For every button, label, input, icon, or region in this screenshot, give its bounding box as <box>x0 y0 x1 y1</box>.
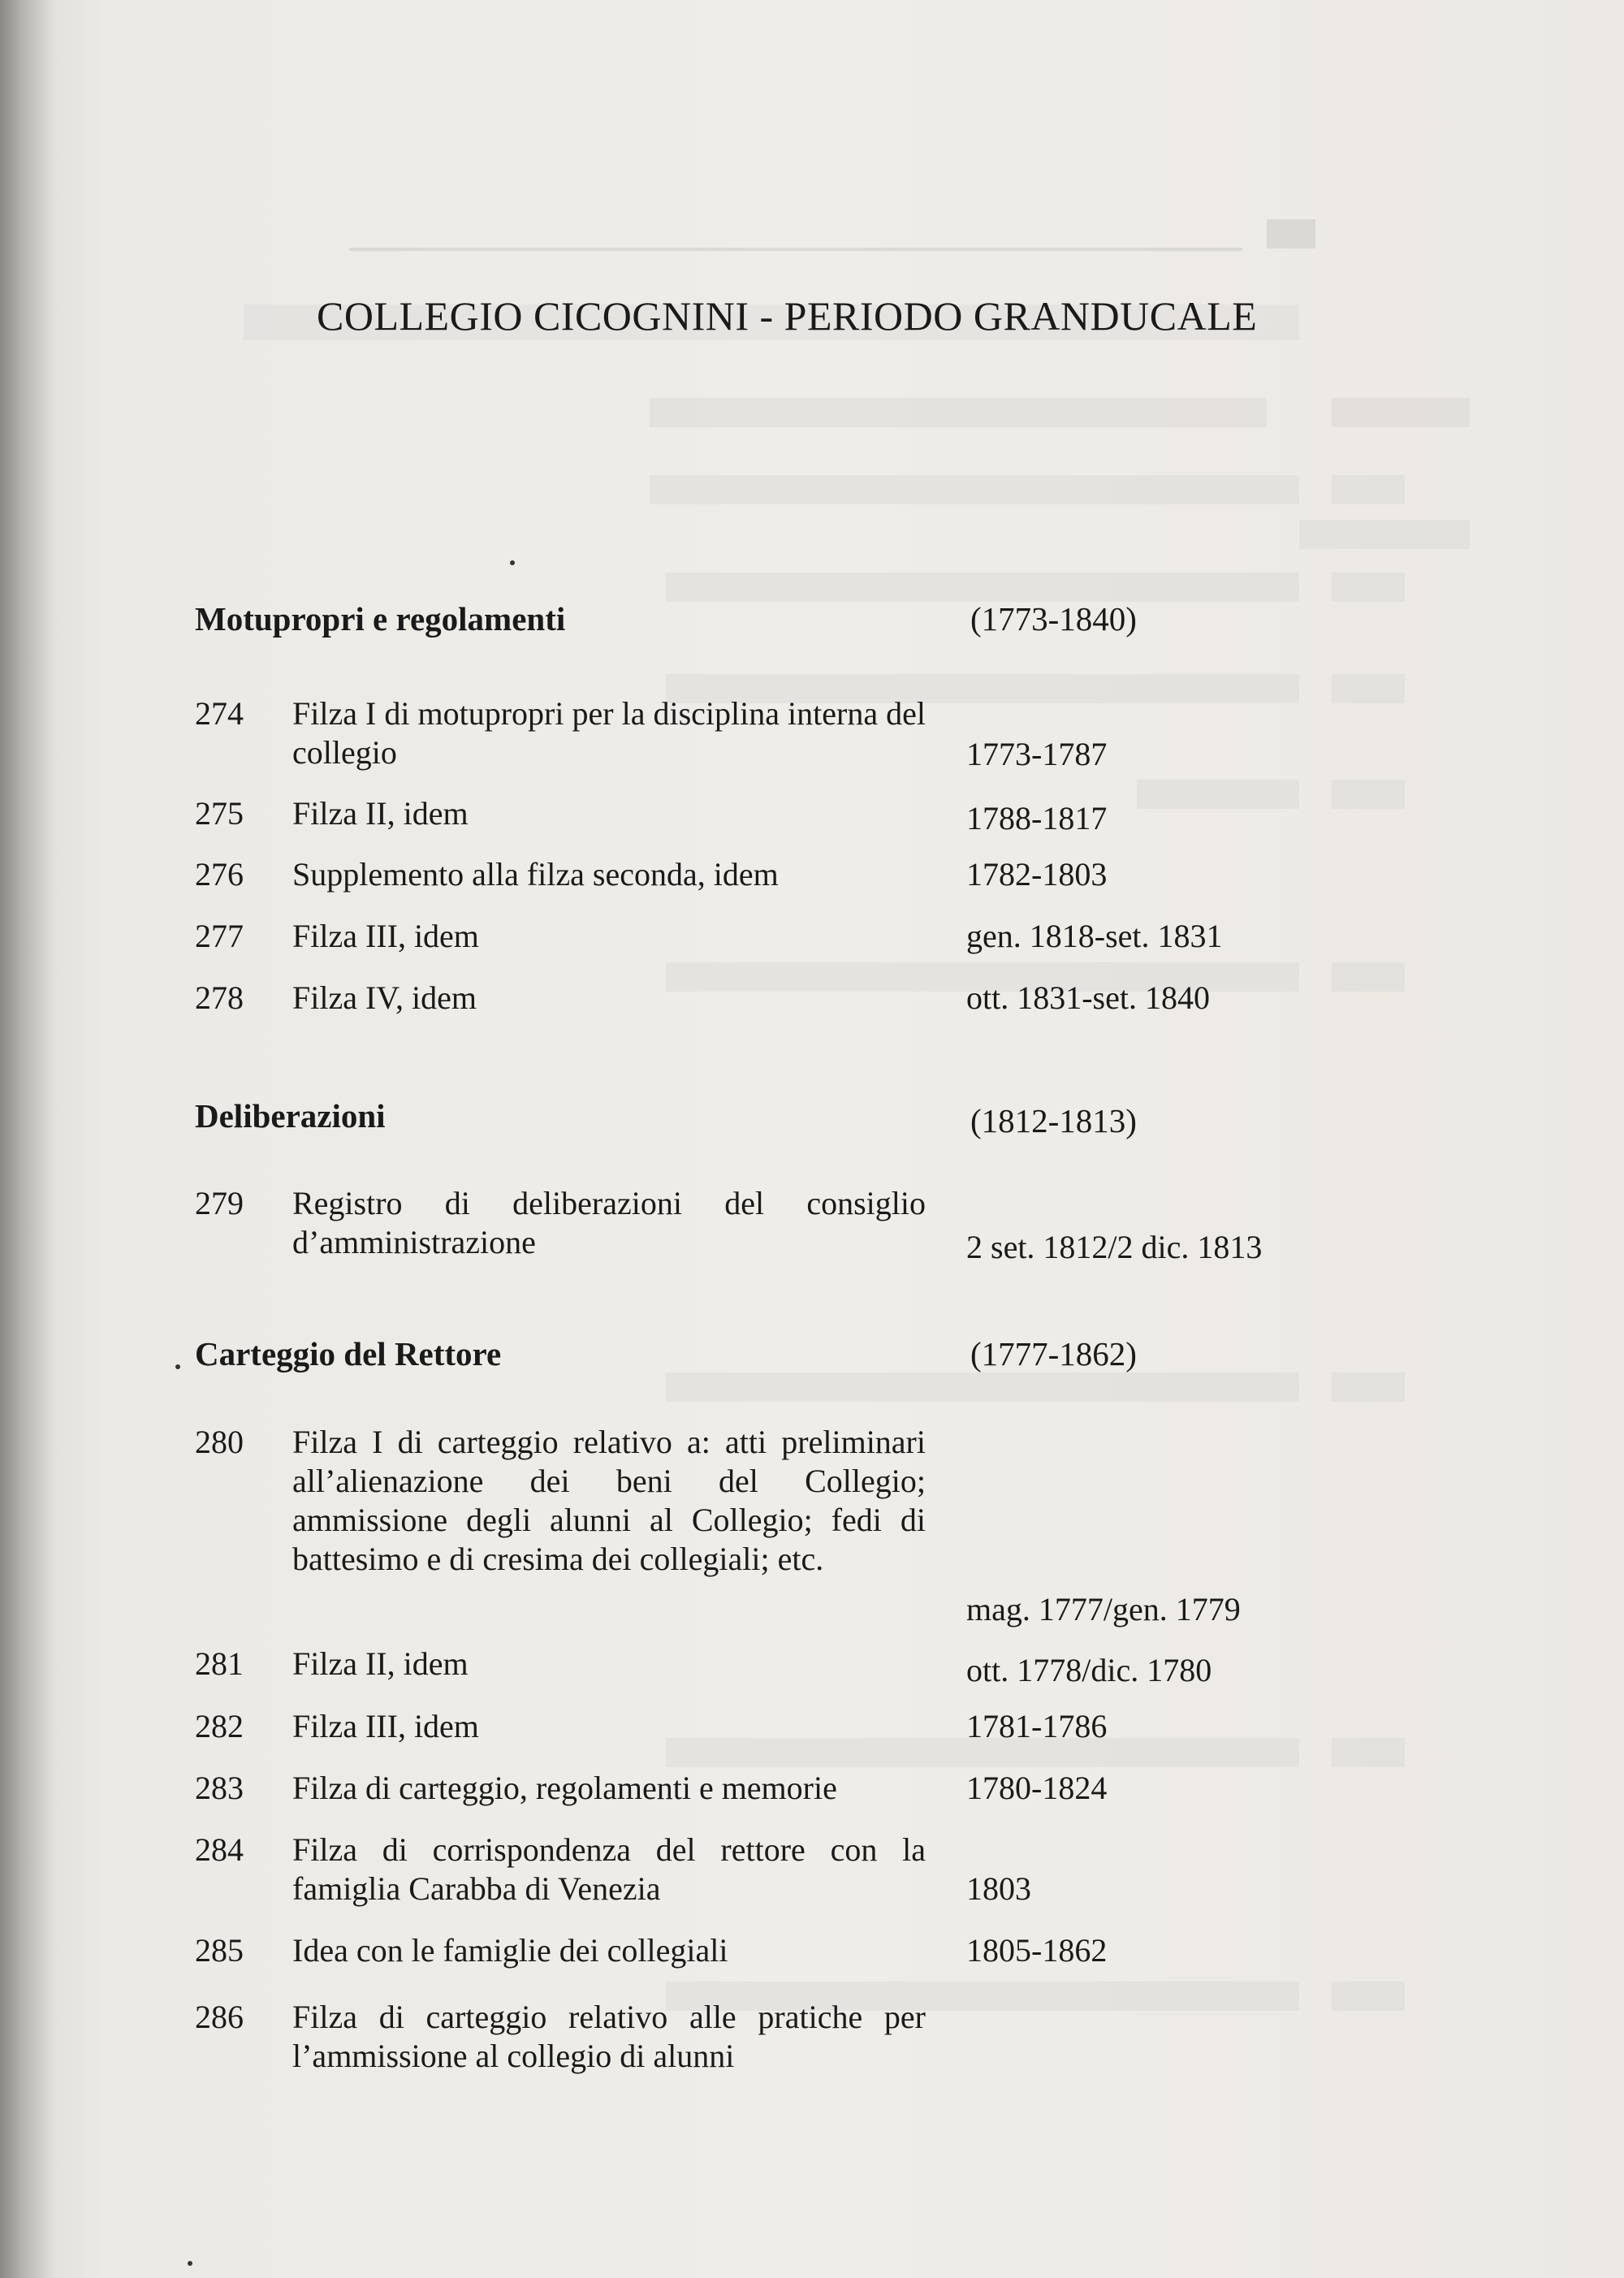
entry-number: 281 <box>195 1645 244 1682</box>
entry-date: 1803 <box>966 1870 1031 1907</box>
page-title: COLLEGIO CICOGNINI - PERIODO GRANDUCALE <box>317 293 1258 339</box>
entry-date: gen. 1818-set. 1831 <box>966 918 1223 954</box>
section-dates: (1773-1840) <box>970 600 1137 638</box>
entry-description: Filza di carteggio relativo alle pratiche per l’ammissione al collegio di alunni <box>292 1999 926 2074</box>
entry-date: 1805-1862 <box>966 1932 1108 1969</box>
entry-description: Filza III, idem <box>292 1708 479 1744</box>
entry-date: 1780-1824 <box>966 1770 1108 1806</box>
gutter-shadow <box>0 0 57 2278</box>
section-heading <box>195 599 1380 638</box>
section-heading <box>195 1334 1380 1373</box>
entry-description: Filza II, idem <box>292 1645 469 1682</box>
entry-number: 285 <box>195 1932 244 1969</box>
entry-date: 1782-1803 <box>966 856 1108 893</box>
entry-date: 1781-1786 <box>966 1708 1108 1744</box>
entry-date: 1773-1787 <box>966 736 1108 772</box>
entry-number: 280 <box>195 1424 244 1460</box>
entry-description: Filza di carteggio, regolamenti e memorie <box>292 1770 837 1806</box>
entry-date: mag. 1777/gen. 1779 <box>966 1591 1241 1627</box>
entry-date: 2 set. 1812/2 dic. 1813 <box>966 1229 1263 1265</box>
entry-description: Filza I di motupropri per la disciplina interna del collegio <box>292 695 926 771</box>
entry-number: 284 <box>195 1831 244 1868</box>
entry-description: Filza di corrispondenza del rettore con la famiglia Carabba di Venezia <box>292 1831 926 1907</box>
entry-number: 286 <box>195 1999 244 2035</box>
entry-description: Filza I di carteggio relativo a: atti preliminari all’alienazione dei beni del Collegio; ammissione degli alunni al Collegio; fedi di battesimo e di cresima dei collegiali; etc. <box>292 1424 926 1577</box>
entry-description: Supplemento alla filza seconda, idem <box>292 856 779 893</box>
entry-number: 274 <box>195 695 244 732</box>
section-title: Deliberazioni <box>195 1097 386 1135</box>
section-heading <box>195 1096 1380 1139</box>
entry-number: 275 <box>195 795 244 832</box>
entry-date: ott. 1778/dic. 1780 <box>966 1652 1212 1688</box>
entry-number: 283 <box>195 1770 244 1806</box>
entry-number: 282 <box>195 1708 244 1744</box>
section-dates: (1812-1813) <box>970 1102 1137 1139</box>
section-title: Carteggio del Rettore <box>195 1335 502 1372</box>
entry-description: Filza II, idem <box>292 795 469 832</box>
entry-description: Filza IV, idem <box>292 979 477 1016</box>
entry-number: 276 <box>195 856 244 893</box>
section-title: Motupropri e regolamenti <box>195 600 566 638</box>
entry-description: Idea con le famiglie dei collegiali <box>292 1932 728 1969</box>
entry-number: 277 <box>195 918 244 954</box>
entry-description: Filza III, idem <box>292 918 479 954</box>
speck <box>175 1364 180 1369</box>
entry-date: 1788-1817 <box>966 800 1108 836</box>
page-content <box>187 0 1380 2278</box>
entry-number: 279 <box>195 1185 244 1221</box>
section-dates: (1777-1862) <box>970 1335 1137 1372</box>
entry-description: Registro di deliberazioni del consiglio d’amministrazione <box>292 1185 926 1260</box>
entry-number: 278 <box>195 979 244 1016</box>
entry-date: ott. 1831-set. 1840 <box>966 979 1210 1016</box>
